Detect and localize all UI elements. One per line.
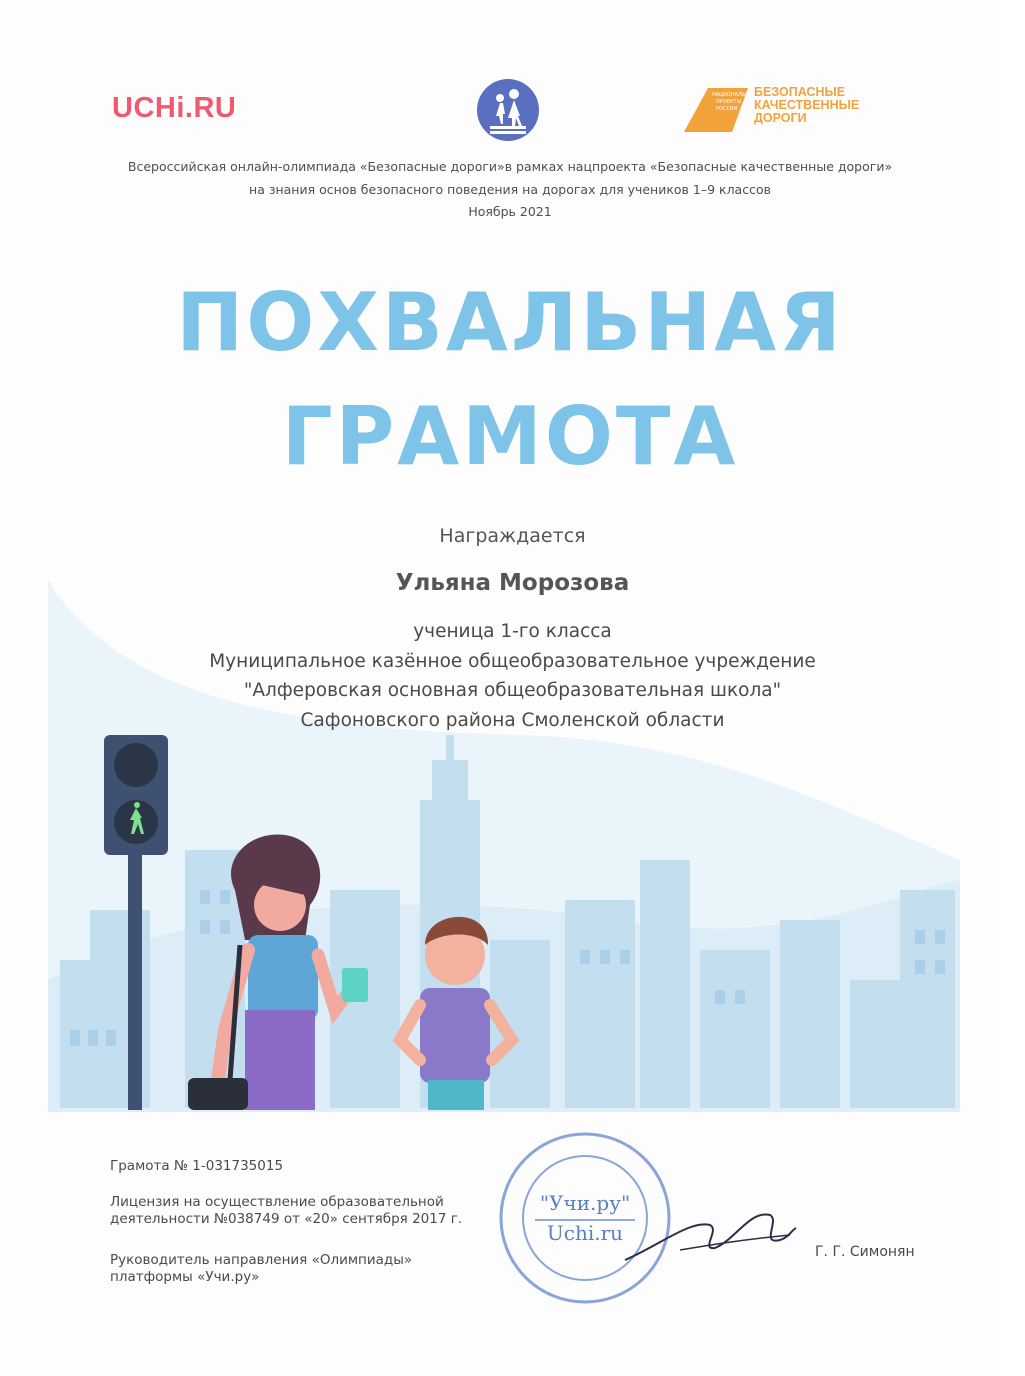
recipient-details: [0, 617, 1025, 735]
roads-arrow-icon: [682, 84, 757, 134]
head-of-olympiads: Руководитель направления «Олимпиады» платформы «Учи.ру»: [110, 1252, 413, 1285]
intro-line-2: на знания основ безопасного поведения на дорогах для учеников 1–9 классов: [249, 181, 771, 197]
safe-quality-roads-logo: [682, 84, 912, 134]
safe-roads-emblem-icon: [476, 78, 540, 142]
recipient-grade: ученица 1-го класса: [413, 621, 612, 642]
certificate-title-line-1: ПОХВАЛЬНАЯ: [176, 276, 844, 369]
intro-line-1: Всероссийская онлайн-олимпиада «Безопасные дороги»в рамках нацпроекта «Безопасные качественные дороги»: [127, 159, 893, 174]
signer-name: Г. Г. Симонян: [815, 1244, 915, 1260]
svg-text:РОССИИ: РОССИИ: [716, 106, 738, 112]
certificate-title-line-2: ГРАМОТА: [281, 390, 739, 483]
olympiad-description: [60, 156, 960, 224]
uchi-ru-logo: UCHi.RU: [112, 92, 237, 124]
school-line-2: "Алферовская основная общеобразовательная школа": [243, 680, 782, 701]
recipient-name: Ульяна Морозова: [395, 570, 630, 596]
svg-text:НАЦИОНАЛЬНЫЕ: НАЦИОНАЛЬНЫЕ: [712, 92, 757, 98]
license-info: Лицензия на осуществление образовательной деятельности №038749 от «20» сентября 2017 г.: [110, 1194, 463, 1227]
school-region: Сафоновского района Смоленской области: [300, 709, 725, 731]
svg-text:ПРОЕКТЫ: ПРОЕКТЫ: [716, 99, 741, 105]
certificate-number: Грамота № 1-031735015: [110, 1158, 284, 1174]
stamp-line-1: "Учи.ру": [539, 1191, 631, 1215]
intro-date: Ноябрь 2021: [468, 204, 552, 219]
roads-logo-text: БЕЗОПАСНЫЕ КАЧЕСТВЕННЫЕ ДОРОГИ: [754, 85, 860, 125]
signature-scribble: [620, 1190, 800, 1280]
stamp-line-2: Uchi.ru: [546, 1221, 624, 1245]
awarded-label: Награждается: [439, 525, 586, 547]
school-line-1: Муниципальное казённое общеобразовательное учреждение: [209, 650, 816, 672]
